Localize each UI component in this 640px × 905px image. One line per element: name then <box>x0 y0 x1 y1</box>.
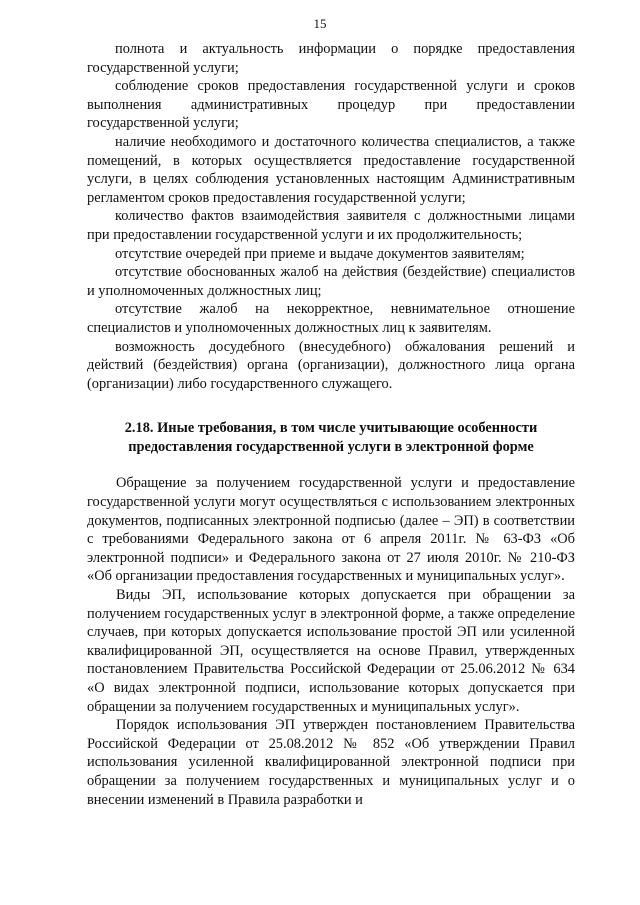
list-item: отсутствие жалоб на некорректное, невнимательное отношение специалистов и уполномоченных должностных лиц к заявителям. <box>87 301 575 336</box>
paragraph: Виды ЭП, использование которых допускается при обращении за получением государственных услуг в электронной форме, а также определение случаев, при которых допускается использование простой ЭП или усиленной квалифицированной ЭП, осуществляется на основе Правил, утвержденных постановлением Правительства Российской Федерации от 25.06.2012 № 634 «О видах электронной подписи, использование которых допускается при обращении за получением государственных и муниципальных услуг». <box>87 587 575 715</box>
list-item: отсутствие обоснованных жалоб на действия (бездействие) специалистов и уполномоченных должностных лиц; <box>87 264 575 299</box>
page-body <box>87 40 575 809</box>
paragraph: Порядок использования ЭП утвержден постановлением Правительства Российской Федерации от 25.08.2012 № 852 «Об утверждении Правил использования усиленной квалифицированной электронной подписи при обращении за получением государственных и муниципальных услуг и о внесении изменений в Правила разработки и <box>87 717 575 808</box>
list-item: возможность досудебного (внесудебного) обжалования решений и действий (бездействия) органа (организации), должностного лица органа (организации) либо государственного служащего. <box>87 338 575 392</box>
list-item: соблюдение сроков предоставления государственной услуги и сроков выполнения административных процедур при предоставлении государственной услуги; <box>87 78 575 132</box>
list-item: наличие необходимого и достаточного количества специалистов, а также помещений, в которых осуществляется предоставление государственной услуги, в целях соблюдения установленных настоящим Административным регламентом сроков предоставления государственной услуги; <box>87 133 575 206</box>
list-item: количество фактов взаимодействия заявителя с должностными лицами при предоставлении государственной услуги и их продолжительность; <box>87 208 575 243</box>
section-heading: 2.18. Иные требования, в том числе учитывающие особенности предоставления государственной услуги в электронной форме <box>124 420 538 455</box>
section-body <box>87 474 575 809</box>
page-number: 15 <box>313 16 327 31</box>
paragraph: Обращение за получением государственной услуги и предоставление государственной услуги могут осуществляться с использованием электронных документов, подписанных электронной подписью (далее – ЭП) в соответствии с требованиями Федерального закона от 6 апреля 2011г. № 63-ФЗ «Об электронной подписи» и Федерального закона от 27 июля 2010г. № 210-ФЗ «Об организации предоставления государственных и муниципальных услуг». <box>87 475 575 585</box>
list-item: отсутствие очередей при приеме и выдаче документов заявителям; <box>115 245 525 262</box>
quality-criteria-list <box>87 40 575 393</box>
list-item: полнота и актуальность информации о порядке предоставления государственной услуги; <box>87 41 575 76</box>
